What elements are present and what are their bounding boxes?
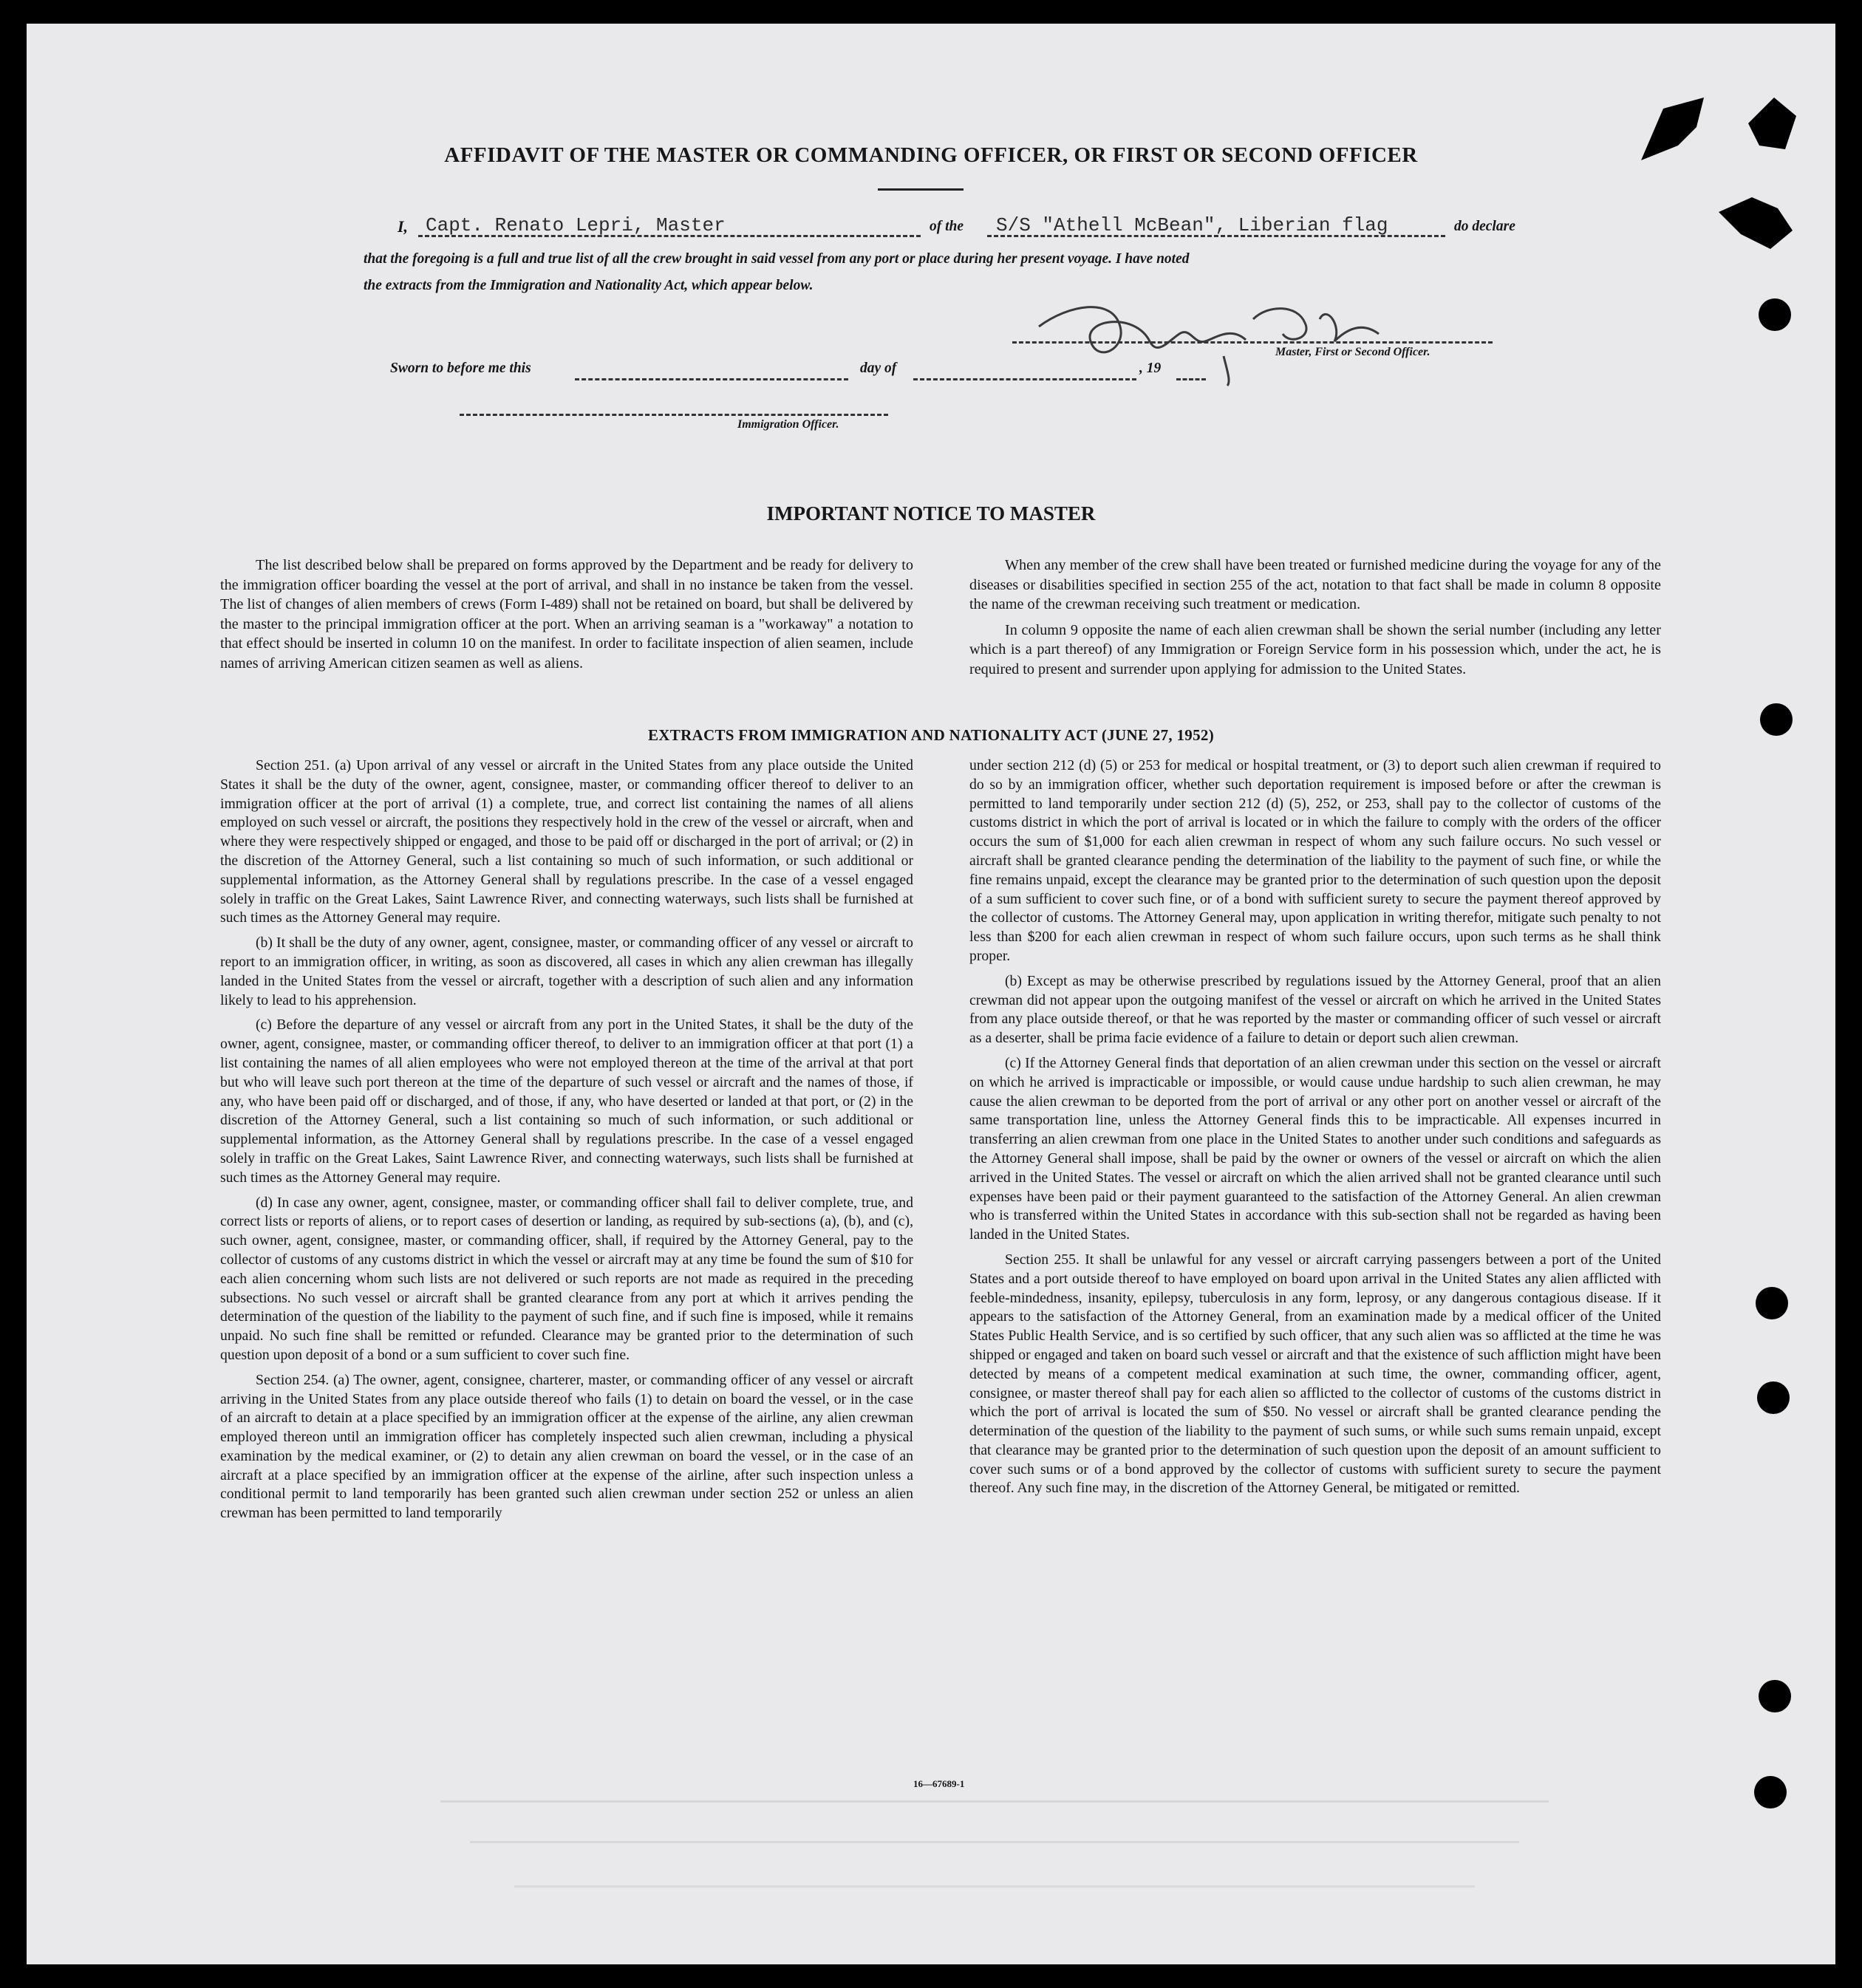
signature-caption: Master, First or Second Officer. (1275, 346, 1430, 358)
section-254-c: (c) If the Attorney General finds that deportation of an alien crewman under this section on the vessel or aircraft on which he arrived is impracticable or impossible, or would cause undue hardship to such alien crewman, he may cause the alien crewman to be deported from the port of arrival or any other port on another vessel or aircraft of the same transportation line, unless the Attorney General finds this to be impracticable. All expenses incurred in transferring an alien crewman from one place in the United States to another under such conditions and safeguards as the Attorney General shall impose, shall be paid by the owner or owners of the vessel or aircraft on which the alien arrived in the United States. The vessel or aircraft on which the alien arrived shall not be granted clearance until such expenses have been paid or their payment guaranteed to the satisfaction of the Attorney General. An alien crewman who is transferred within the United States in accordance with this sub-section shall not be regarded as having been landed in the United States. (969, 1054, 1661, 1243)
sworn-year-line (1176, 378, 1206, 380)
i-label: I, (398, 217, 409, 236)
immigration-officer-line (460, 414, 888, 416)
statute-right-column (969, 756, 1661, 1504)
torn-corner-mark (1711, 175, 1800, 256)
punch-hole (1759, 1680, 1791, 1712)
notice-left-column (220, 556, 913, 680)
section-254-a-continued: under section 212 (d) (5) or 253 for medical or hospital treatment, or (3) to deport such alien crewman if required to do so by an immigration officer, whether such deportation requirement is imposed before or after the crewman is permitted to land temporarily under section 212 (d) (5), 252, or 253, shall pay to the collector of customs of the customs district in which the port of arrival is located or in which the failure to comply with the orders of the officer occurs the sum of $1,000 for each alien crewman in respect of whom any such failure occurs. No such vessel or aircraft shall be granted clearance pending the determination of the liability to the payment of such fine, or while the fine remains unpaid, except the clearance may be granted prior to the determination of such question upon the deposit of a sum sufficient to cover such fine, or of a bond with sufficient surety to secure the payment thereof approved by the collector of customs. The Attorney General may, upon application in writing therefor, mitigate such penalty to not less than $200 for each alien crewman in respect of whom such failure occurs, upon such terms as he shall think proper. (969, 757, 1661, 964)
section-255: Section 255. It shall be unlawful for any vessel or aircraft carrying passengers between a port of the United States and a port outside thereof to have employed on board upon arrival in the United States any alien afflicted with feeble-mindedness, insanity, epilepsy, tuberculosis in any form, leprosy, or any dangerous contagious disease. If it appears to the satisfaction of the Attorney General, from an examination made by a medical officer of the United States Public Health Service, and is so certified by such officer, that any such alien was so afflicted at the time he was shipped or engaged and taken on board such vessel or aircraft and that the existence of such affliction might have been detected by means of a competent medical examination at such time, the owner, commanding officer, agent, consignee, or master thereof shall pay for each alien so afflicted to the collector of customs of the customs district in which the port of arrival is located the sum of $50. No vessel or aircraft shall be granted clearance pending the determination of the question of the liability to the payment of such sums, or while such sums remain unpaid, except that clearance may be granted prior to the determination of such question upon the deposit of an amount sufficient to cover such sums or of a bond approved by the collector of customs with sufficient surety to secure the payment thereof. Any such fine may, in the discretion of the Attorney General, be mitigated or remitted. (969, 1251, 1661, 1497)
year-label: , 19 (1139, 361, 1162, 376)
punch-hole (1757, 1381, 1790, 1414)
of-the-label: of the (930, 219, 964, 234)
master-signature (1009, 275, 1453, 393)
punch-hole (1754, 1776, 1787, 1808)
torn-corner-mark (1741, 94, 1807, 160)
bleed-through-mark (440, 1800, 1549, 1803)
document-page (27, 24, 1835, 1964)
notice-right-paragraph-2: In column 9 opposite the name of each alien crewman shall be shown the serial number (including any letter which is a part thereof) of any Immigration or Foreign Service form in his possession which, under the act, he is required to present and surrender upon applying for admission to the United States. (969, 621, 1661, 677)
bleed-through-mark (514, 1885, 1475, 1888)
immigration-officer-label: Immigration Officer. (737, 418, 839, 431)
extracts-title: EXTRACTS FROM IMMIGRATION AND NATIONALITY ACT (JUNE 27, 1952) (648, 726, 1214, 744)
do-declare-label: do declare (1454, 219, 1515, 234)
signature-line (1012, 341, 1493, 344)
statute-left-column (220, 756, 913, 1529)
sworn-month-line (913, 378, 1136, 380)
torn-corner-mark (1634, 94, 1730, 175)
day-of-label: day of (860, 361, 897, 376)
form-number: 16—67689-1 (913, 1778, 965, 1789)
punch-hole (1759, 298, 1791, 331)
section-251-c: (c) Before the departure of any vessel or aircraft from any port in the United States, it shall be the duty of the owner, agent, consignee, master, or commanding officer thereof, to deliver to an immigration officer at that port (1) a list containing the names of all alien employees who were not employed thereon at the time of the arrival at that port but who will leave such port thereon at the time of the departure of such vessel or aircraft and the names of those, if any, who have been paid off or discharged, and of those, if any, who have deserted or landed at that port, or (2) in the discretion of the Attorney General, such a list containing so much of such information, or such additional or supplemental information, as the Attorney General shall by regulations prescribe. In the case of a vessel engaged solely in traffic on the Great Lakes, Saint Lawrence River, and connecting waterways, such lists shall be furnished at such times as the Attorney General may require. (220, 1017, 913, 1186)
section-254-b: (b) Except as may be otherwise prescribed by regulations issued by the Attorney General, proof that an alien crewman did not appear upon the outgoing manifest of the vessel or aircraft on which he arrived in the United States from any place outside thereof, or that he was reported by the master or commanding officer of such vessel or aircraft as a deserter, shall be prima facie evidence of a failure to detain or deport such alien crewman. (969, 972, 1661, 1047)
bleed-through-mark (470, 1841, 1519, 1843)
title-underline (878, 188, 964, 191)
punch-hole (1760, 703, 1793, 736)
notice-title: IMPORTANT NOTICE TO MASTER (766, 502, 1096, 525)
notice-left-paragraph: The list described below shall be prepared on forms approved by the Department and be ready for delivery to the immigration officer boarding the vessel at the port of arrival, and shall in no instance be taken from the vessel. The list of changes of alien members of crews (Form I-489) shall not be retained on board, but shall be delivered by the master to the principal immigration officer at the port. When an arriving seaman is a "workaway" a notation to that effect should be inserted in column 10 on the manifest. In order to facilitate inspection of alien seamen, include names of arriving American citizen seamen as well as aliens. (220, 557, 913, 672)
statement-line-1: that the foregoing is a full and true list of all the crew brought in said vessel from any port or place during her present voyage. I have noted (364, 251, 1190, 267)
notice-right-column (969, 556, 1661, 686)
section-251-d: (d) In case any owner, agent, consignee, master, or commanding officer shall fail to deliver complete, true, and correct lists or reports of aliens, or to report cases of desertion or landing, as required by sub-sections (a), (b), and (c), such owner, agent, consignee, master, or commanding officer, shall, if required by the Attorney General, pay to the collector of customs of any customs district in which the vessel or aircraft may at any time be found the sum of $10 for each alien concerning whom such lists are not delivered or such reports are not made as required in the preceding subsections. No such vessel or aircraft shall be granted clearance from any port at which it arrives pending the determination of the question of the liability to the payment of such fine, and if such fine is imposed, while it remains unpaid. No such fine shall be remitted or refunded. Clearance may be granted prior to the determination of such question upon deposit of a bond or a sum sufficient to cover such fine. (220, 1194, 913, 1363)
statement-line-2: the extracts from the Immigration and Nationality Act, which appear below. (364, 278, 814, 293)
notice-right-paragraph-1: When any member of the crew shall have been treated or furnished medicine during the voyage for any of the diseases or disabilities specified in section 255 of the act, notation to that fact shall be made in column 8 opposite the name of the crewman receiving such treatment or medication. (969, 557, 1661, 613)
section-251-b: (b) It shall be the duty of any owner, agent, consignee, master, or commanding officer of any vessel or aircraft to report to an immigration officer, in writing, as soon as discovered, all cases in which any alien crewman has illegally landed in the United States from the vessel or aircraft, together with a description of such alien and any information likely to lead to his apprehension. (220, 935, 913, 1008)
document-title: AFFIDAVIT OF THE MASTER OR COMMANDING OFFICER, OR FIRST OR SECOND OFFICER (444, 143, 1418, 167)
sworn-label: Sworn to before me this (390, 361, 531, 376)
punch-hole (1756, 1287, 1788, 1319)
section-254-a: Section 254. (a) The owner, agent, consignee, charterer, master, or commanding officer of any vessel or aircraft arriving in the United States from any place outside thereof who fails (1) to detain on board the vessel, or in the case of an aircraft to detain at a place specified by an immigration officer at the expense of the airline, any alien crewman employed thereon until an immigration officer has completely inspected such alien crewman, including a physical examination by the medical examiner, or (2) to detain any alien crewman on board the vessel, or in the case of an aircraft at a place specified by an immigration officer at the expense of the airline, after such inspection unless a conditional permit to land temporarily has been granted such alien crewman under section 252 or unless an alien crewman has been permitted to land temporarily (220, 1371, 913, 1522)
vessel-name: S/S "Athell McBean", Liberian flag (996, 214, 1388, 236)
section-251-a: Section 251. (a) Upon arrival of any vessel or aircraft in the United States from any place outside the United States it shall be the duty of the owner, agent, consignee, master, or commanding officer thereof to deliver to an immigration officer at the port of arrival (1) a complete, true, and correct list containing the names of all aliens employed on such vessel or aircraft, the positions they respectively hold in the crew of the vessel or aircraft, when and where they were respectively shipped or engaged, and those to be paid off or discharged in the port of arrival; or (2) in the discretion of the Attorney General, such a list containing so much of such information, or such additional or supplemental information, as the Attorney General shall by regulations prescribe. In the case of a vessel engaged solely in traffic on the Great Lakes, Saint Lawrence River, and connecting waterways, such lists shall be furnished at such times as the Attorney General may require. (220, 757, 913, 926)
sworn-day-line (575, 378, 848, 380)
declarant-name: Capt. Renato Lepri, Master (426, 214, 726, 236)
